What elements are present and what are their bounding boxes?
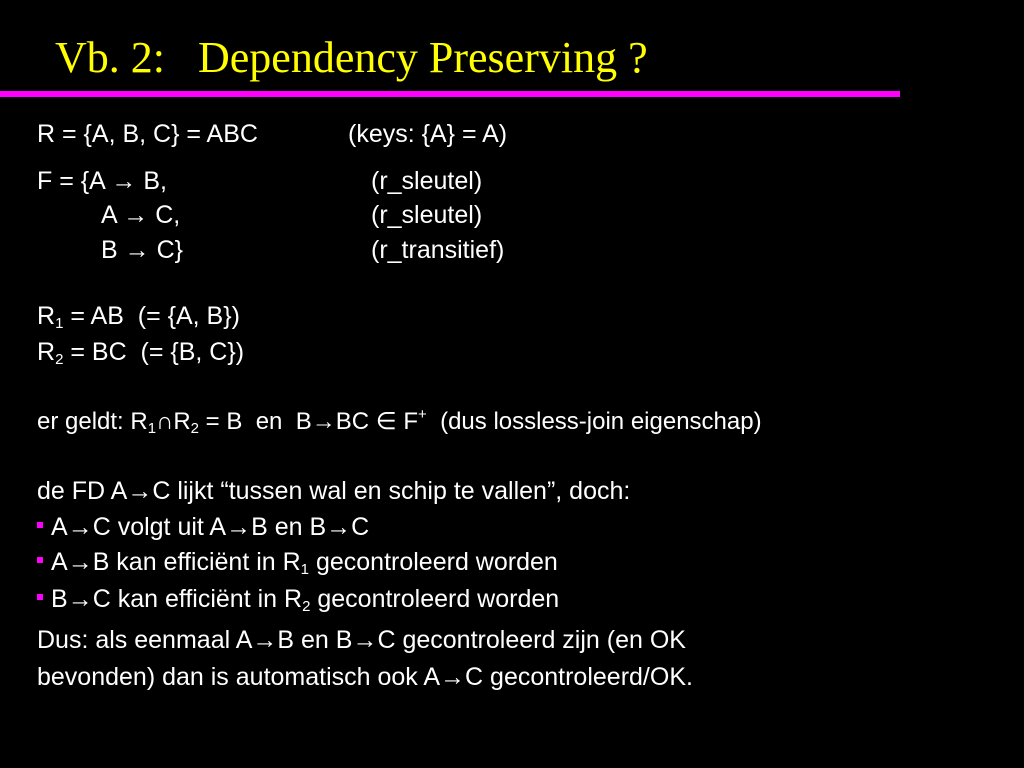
bullet-item xyxy=(37,515,369,540)
fd-intro-end: C lijkt “tussen wal en schip te vallen”, doch: xyxy=(152,477,631,505)
geldt-suffix: (dus lossless-join eigenschap) xyxy=(426,408,762,435)
geldt-middle: = B en B xyxy=(199,408,312,435)
r1-definition: = AB (= {A, B}) xyxy=(63,302,240,330)
fd-intro-line xyxy=(37,479,630,504)
bullet-square-icon xyxy=(37,594,43,600)
r2-subscript: 2 xyxy=(55,351,64,368)
keys-note: (keys: {A} = A) xyxy=(348,120,508,148)
fd-rhs: B, xyxy=(143,167,167,195)
bullet-text: A xyxy=(51,548,68,576)
relation-definition: R = {A, B, C} = ABC xyxy=(37,120,258,148)
fd-lhs: F = {A xyxy=(37,167,105,195)
bullet-text: B en B xyxy=(251,513,327,541)
bullet-text: gecontroleerd worden xyxy=(309,548,558,576)
bullet-text: B xyxy=(51,585,68,613)
arrow-icon: → xyxy=(127,477,153,505)
closure-plus: + xyxy=(417,406,427,423)
bullet-text: B kan efficiënt in R xyxy=(92,548,301,576)
conclusion-text: Dus: als eenmaal A xyxy=(37,626,253,654)
fd-note: (r_sleutel) xyxy=(371,167,483,195)
closure-f: F xyxy=(396,408,418,435)
element-of-icon: ∈ xyxy=(375,408,397,435)
fd-note: (r_transitief) xyxy=(371,236,505,264)
title-underline xyxy=(0,91,900,97)
fd-lhs: B xyxy=(101,236,118,264)
slide-title: Vb. 2: Dependency Preserving ? xyxy=(55,33,648,82)
fd-lhs: A xyxy=(101,201,117,229)
arrow-icon: → xyxy=(124,236,150,264)
lossless-join-line xyxy=(37,406,762,437)
bullet-text: C volgt uit A xyxy=(92,513,227,541)
fd-intro-start: de FD A xyxy=(37,477,128,505)
r2-symbol: R xyxy=(173,408,191,435)
conclusion-text: B en B xyxy=(277,626,353,654)
decomposition-r2 xyxy=(37,338,245,368)
schema-definition xyxy=(37,120,508,148)
arrow-icon: → xyxy=(352,626,378,654)
geldt-bc: BC xyxy=(335,408,376,435)
fd-line-2 xyxy=(101,201,483,229)
bullet-text: gecontroleerd worden xyxy=(310,585,560,613)
bullet-item xyxy=(37,585,560,615)
decomposition-r1 xyxy=(37,302,240,332)
r1-subscript: 1 xyxy=(147,420,157,437)
relation-subscript: 2 xyxy=(302,598,311,615)
arrow-icon: → xyxy=(67,548,93,576)
arrow-icon: → xyxy=(123,201,149,229)
arrow-icon: → xyxy=(67,513,93,541)
bullet-text: A xyxy=(51,513,68,541)
bullet-item xyxy=(37,548,558,578)
bullet-square-icon xyxy=(37,557,43,563)
arrow-icon: → xyxy=(226,513,252,541)
arrow-icon: → xyxy=(111,167,137,195)
relation-subscript: 1 xyxy=(300,561,310,578)
r1-symbol: R xyxy=(37,302,56,330)
r2-subscript: 2 xyxy=(190,420,199,437)
bullet-text: C xyxy=(351,513,370,541)
bullet-square-icon xyxy=(37,522,43,528)
intersection-icon: ∩ xyxy=(156,408,174,435)
arrow-icon: → xyxy=(326,513,352,541)
bullet-text: C kan efficiënt in R xyxy=(92,585,303,613)
fd-rhs: C, xyxy=(155,201,181,229)
arrow-icon: → xyxy=(440,663,466,691)
conclusion-line-2 xyxy=(37,665,693,690)
r2-symbol: R xyxy=(37,338,56,366)
fd-rhs: C} xyxy=(156,236,183,264)
arrow-icon: → xyxy=(252,626,278,654)
fd-line-3 xyxy=(101,236,505,264)
conclusion-text: C gecontroleerd zijn (en OK xyxy=(377,626,686,654)
r1-subscript: 1 xyxy=(55,315,64,332)
conclusion-line-1 xyxy=(37,628,686,653)
arrow-icon: → xyxy=(67,585,93,613)
fd-line-1 xyxy=(37,167,483,195)
geldt-prefix: er geldt: R xyxy=(37,408,148,435)
arrow-icon: → xyxy=(311,408,336,435)
fd-note: (r_sleutel) xyxy=(371,201,483,229)
r2-definition: = BC (= {B, C}) xyxy=(63,338,245,366)
conclusion-text: bevonden) dan is automatisch ook A xyxy=(37,663,441,691)
conclusion-text: C gecontroleerd/OK. xyxy=(465,663,693,691)
